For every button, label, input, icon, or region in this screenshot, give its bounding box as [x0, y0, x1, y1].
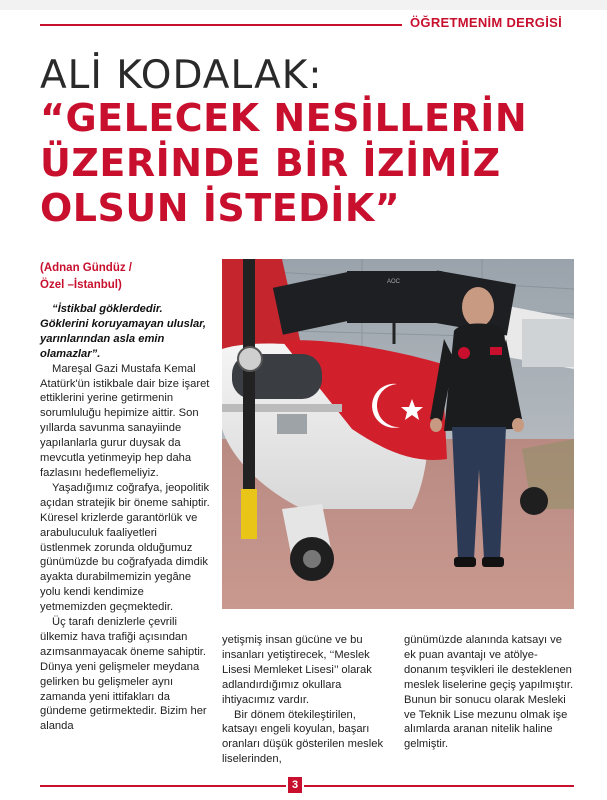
footer-rule: [304, 785, 574, 787]
headline-line: “GELECEK NESİLLERİN: [40, 96, 528, 140]
page-top-margin: [0, 0, 607, 10]
article-column-1: [40, 302, 210, 734]
photo-hangar-aircraft-image: [222, 259, 574, 609]
author-name: ALİ KODALAK:: [40, 53, 323, 98]
headline-line: OLSUN İSTEDİK”: [40, 186, 401, 230]
paragraph: günümüzde alanında katsayı ve ek puan avantajı ve atölye-donanım teşvikleri ile desteklenen meslek liselerine geçiş yapılmıştır. Bunun bir sonucu olarak Mesleki ve Teknik Lise mezunu olmak işe alımlarda aranan nitelik haline gelmiştir.: [404, 634, 574, 751]
paragraph: Bir dönem ötekileştirilen, katsayı engeli koyulan, başarı oranları düşük gösterilen meslek liselerinden,: [222, 708, 384, 766]
headline: [40, 96, 580, 231]
footer-rule: [40, 785, 286, 787]
headline-line: ÜZERİNDE BİR İZİMİZ: [40, 141, 501, 185]
ataturk-quote: “İstikbal göklerdedir. Göklerini koruyamayan uluslar, yarınlarından asla emin olamazlar”.: [40, 303, 207, 360]
paragraph: Mareşal Gazi Mustafa Kemal Atatürk'ün istikbale dair bize işaret ettiklerini yerine getirmenin sorumluluğu hepimize aittir. Son yıllarda savunma sanayiinde yapılanlarla gurur duysak da mevcutla yetinmeyip hep daha fazlasını hedeflemeliyiz.: [40, 362, 210, 479]
magazine-name: ÖĞRETMENİM DERGİSİ: [410, 15, 563, 30]
article-column-3: [404, 633, 574, 752]
paragraph: yetişmiş insan gücüne ve bu insanları yetiştirecek, ‘‘Meslek Lisesi Memleket Lisesi’’ olarak adlandırdığımız okullara ihtiyacımız vardır.: [222, 634, 372, 706]
page-number: 3: [288, 777, 302, 793]
paragraph: Üç tarafı denizlerle çevrili ülkemiz hava trafiği açısından azımsanmayacak öneme sahiptir. Dünya yeni gelişmeler meydana gelirken bu gelişmeler aynı zamanda yeni ittifakları da gündeme getirmektedir. Bizim her alanda: [40, 616, 207, 733]
header-rule: [40, 24, 402, 26]
article-column-2: [222, 633, 392, 767]
article-photo: [222, 259, 574, 609]
paragraph: Yaşadığımız coğrafya, jeopolitik açıdan stratejik bir öneme sahiptir. Küresel krizlerde garantörlük ve arabuluculuk faaliyetleri üstlenmek zorunda olduğumuz günümüzde bu coğrafyada dimdik ayakta durabilmemizin yegâne yolu kendi kendimize yetmemizden geçmektedir.: [40, 481, 210, 614]
monitor-brand-label: AOC: [387, 279, 401, 285]
byline: [40, 260, 210, 294]
byline-line: Özel –İstanbul): [40, 279, 122, 291]
byline-line: (Adnan Gündüz /: [40, 262, 132, 274]
